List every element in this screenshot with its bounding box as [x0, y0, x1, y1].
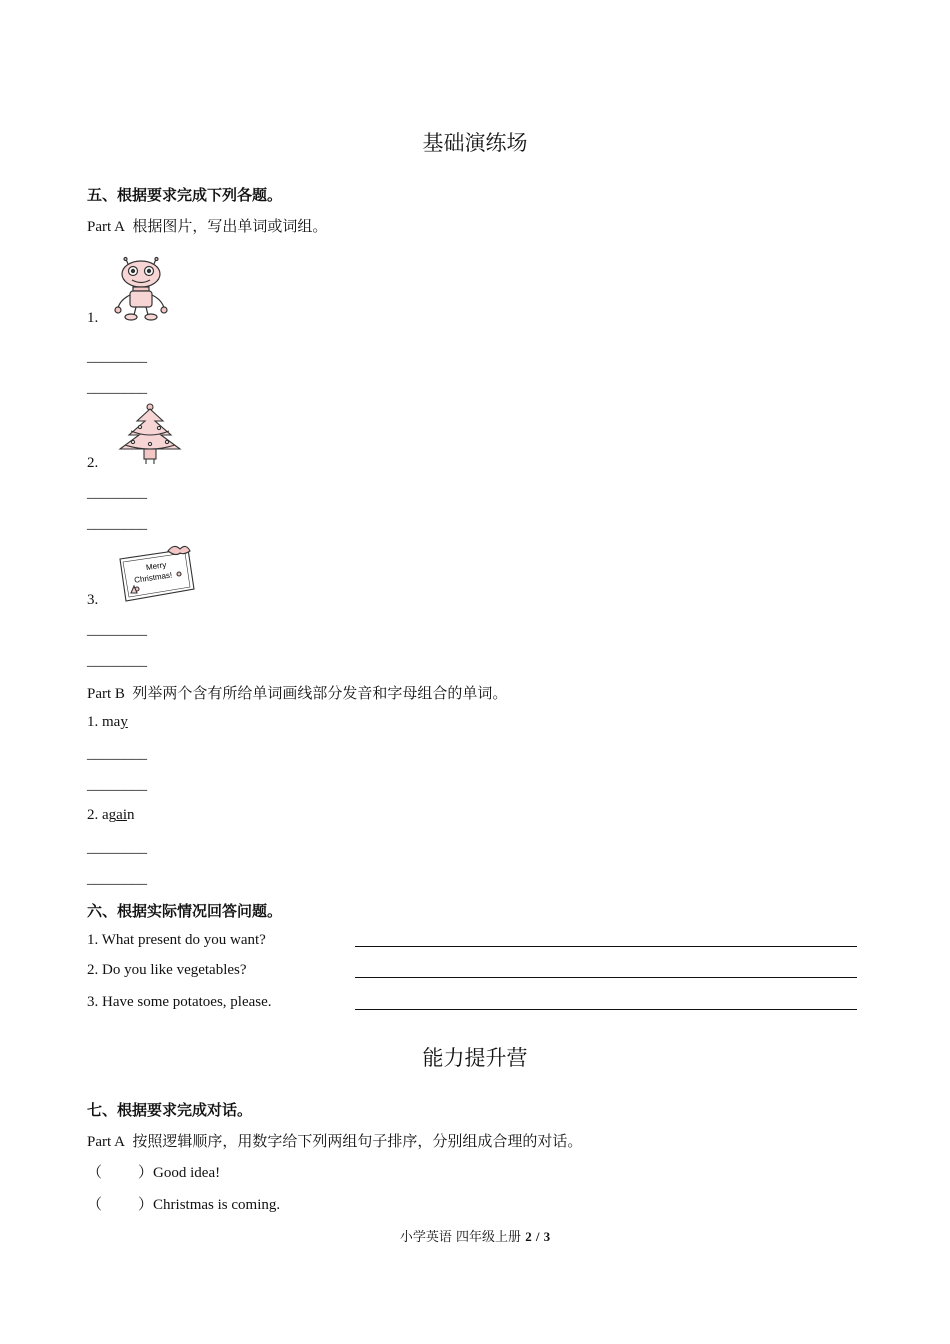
answer-blank[interactable]: ________: [87, 622, 147, 638]
word-item: [87, 714, 128, 731]
q7-part-a-label: Part A: [87, 1134, 125, 1150]
answer-blank[interactable]: ________: [87, 840, 147, 856]
answer-line[interactable]: [355, 1008, 857, 1010]
page-footer: [0, 1226, 950, 1245]
order-bracket-open[interactable]: （: [87, 1165, 103, 1181]
part-a-text: 根据图片，写出单词或词组。: [132, 219, 328, 235]
q7-part-a-instruction: [87, 1130, 582, 1151]
question-text: 3. Have some potatoes, please.: [87, 994, 272, 1010]
answer-blank[interactable]: ________: [87, 485, 147, 501]
order-bracket-close: ）: [138, 1197, 154, 1213]
part-a-instruction: [87, 215, 327, 236]
section-heading-advanced: 能力提升营: [422, 1046, 528, 1070]
answer-blank[interactable]: ________: [87, 380, 147, 396]
answer-blank[interactable]: ________: [87, 777, 147, 793]
footer-text: 小学英语 四年级上册: [399, 1230, 522, 1245]
answer-blank[interactable]: ________: [87, 516, 147, 532]
page-total: 3: [543, 1229, 551, 1244]
part-b-instruction: [87, 682, 507, 703]
page-separator: /: [535, 1229, 540, 1244]
dialogue-text: Christmas is coming.: [153, 1197, 281, 1213]
word-underlined-part: ai: [116, 807, 127, 823]
answer-blank[interactable]: ________: [87, 653, 147, 669]
order-bracket-open[interactable]: （: [87, 1197, 103, 1213]
card-text-merry: Merry: [145, 560, 167, 573]
answer-blank[interactable]: ________: [87, 746, 147, 762]
word-item: [87, 807, 135, 824]
question-text: 1. What present do you want?: [87, 932, 266, 948]
page-number: 2: [525, 1229, 532, 1244]
word-number: 2.: [87, 807, 99, 823]
item-number: 3.: [87, 592, 99, 608]
q7-part-a-text: 按照逻辑顺序，用数字给下列两组句子排序，分别组成合理的对话。: [132, 1134, 583, 1150]
word-part: ag: [102, 807, 117, 823]
answer-blank[interactable]: ________: [87, 349, 147, 365]
part-b-text: 列举两个含有所给单词画线部分发音和字母组合的单词。: [132, 686, 508, 702]
robot-icon: [112, 258, 172, 322]
question-text: 2. Do you like vegetables?: [87, 962, 247, 978]
question-5-title: 五、根据要求完成下列各题。: [87, 186, 283, 204]
card-text-christmas: Christmas!: [133, 570, 173, 585]
answer-line[interactable]: [355, 976, 857, 978]
dialogue-text: Good idea!: [153, 1165, 221, 1181]
part-a-label: Part A: [87, 219, 125, 235]
dialogue-line: [87, 1161, 220, 1182]
section-heading-basic: 基础演练场: [422, 131, 528, 155]
answer-blank[interactable]: ________: [87, 871, 147, 887]
question-7-title: 七、根据要求完成对话。: [87, 1101, 253, 1119]
christmas-card-icon: [118, 543, 196, 603]
word-underlined-part: y: [120, 714, 128, 730]
christmas-tree-icon: [115, 403, 185, 467]
word-part: ma: [102, 714, 121, 730]
item-number: 1.: [87, 310, 99, 326]
item-number: 2.: [87, 455, 99, 471]
question-6-title: 六、根据实际情况回答问题。: [87, 902, 283, 920]
word-number: 1.: [87, 714, 99, 730]
part-b-label: Part B: [87, 686, 125, 702]
answer-line[interactable]: [355, 945, 857, 947]
word-part: n: [127, 807, 135, 823]
order-bracket-close: ）: [138, 1165, 154, 1181]
dialogue-line: [87, 1193, 280, 1214]
